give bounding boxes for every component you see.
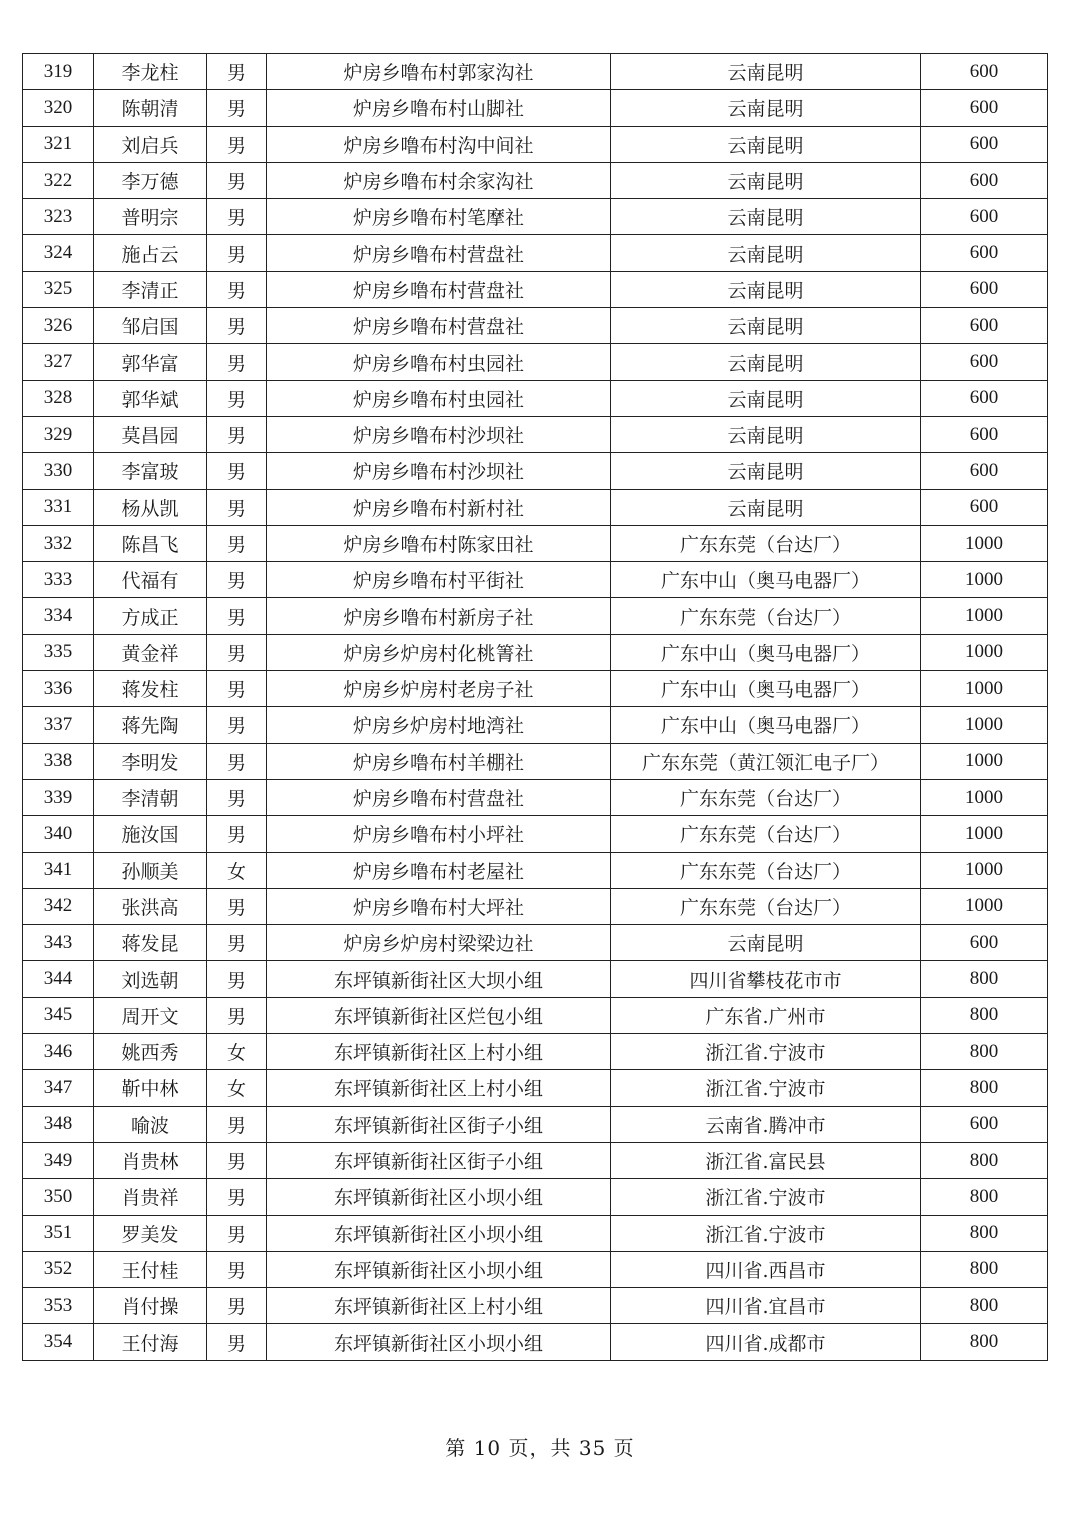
cell-amount: 600 — [921, 271, 1048, 307]
cell-number: 324 — [23, 235, 94, 271]
cell-number: 327 — [23, 344, 94, 380]
table-row — [23, 707, 1048, 743]
cell-number: 333 — [23, 562, 94, 598]
cell-gender: 男 — [207, 525, 267, 561]
cell-gender: 男 — [207, 1106, 267, 1142]
cell-gender: 男 — [207, 126, 267, 162]
table-row — [23, 1215, 1048, 1251]
cell-workplace: 云南昆明 — [611, 925, 921, 961]
table-row — [23, 634, 1048, 670]
cell-number: 335 — [23, 634, 94, 670]
cell-address: 炉房乡噜布村大坪社 — [267, 888, 611, 924]
cell-address: 东坪镇新街社区街子小组 — [267, 1142, 611, 1178]
cell-workplace: 广东东莞（台达厂） — [611, 888, 921, 924]
cell-address: 炉房乡噜布村新村社 — [267, 489, 611, 525]
cell-amount: 1000 — [921, 707, 1048, 743]
cell-address: 炉房乡噜布村小坪社 — [267, 816, 611, 852]
cell-gender: 男 — [207, 380, 267, 416]
table-row — [23, 598, 1048, 634]
cell-amount: 1000 — [921, 562, 1048, 598]
cell-name: 罗美发 — [94, 1215, 207, 1251]
cell-gender: 男 — [207, 925, 267, 961]
table-row — [23, 199, 1048, 235]
cell-address: 炉房乡噜布村笔摩社 — [267, 199, 611, 235]
cell-name: 陈朝清 — [94, 90, 207, 126]
cell-workplace: 广东中山（奥马电器厂） — [611, 707, 921, 743]
cell-amount: 600 — [921, 1106, 1048, 1142]
table-row — [23, 852, 1048, 888]
cell-name: 刘启兵 — [94, 126, 207, 162]
cell-amount: 1000 — [921, 743, 1048, 779]
cell-name: 蒋发昆 — [94, 925, 207, 961]
cell-amount: 600 — [921, 90, 1048, 126]
cell-address: 炉房乡噜布村平街社 — [267, 562, 611, 598]
cell-workplace: 云南昆明 — [611, 54, 921, 90]
cell-amount: 600 — [921, 489, 1048, 525]
cell-number: 352 — [23, 1251, 94, 1287]
cell-workplace: 云南昆明 — [611, 416, 921, 452]
table-row — [23, 1070, 1048, 1106]
cell-gender: 男 — [207, 743, 267, 779]
cell-gender: 男 — [207, 453, 267, 489]
cell-address: 炉房乡噜布村沟中间社 — [267, 126, 611, 162]
cell-gender: 男 — [207, 489, 267, 525]
cell-gender: 男 — [207, 634, 267, 670]
cell-name: 蒋发柱 — [94, 671, 207, 707]
cell-number: 325 — [23, 271, 94, 307]
cell-number: 354 — [23, 1324, 94, 1360]
cell-workplace: 云南昆明 — [611, 162, 921, 198]
cell-workplace: 云南昆明 — [611, 90, 921, 126]
cell-amount: 1000 — [921, 852, 1048, 888]
cell-address: 东坪镇新街社区大坝小组 — [267, 961, 611, 997]
table-row — [23, 235, 1048, 271]
cell-amount: 600 — [921, 416, 1048, 452]
cell-workplace: 浙江省.宁波市 — [611, 1034, 921, 1070]
cell-amount: 600 — [921, 380, 1048, 416]
cell-workplace: 广东东莞（台达厂） — [611, 779, 921, 815]
cell-amount: 1000 — [921, 671, 1048, 707]
cell-gender: 男 — [207, 344, 267, 380]
cell-workplace: 广东东莞（台达厂） — [611, 525, 921, 561]
cell-address: 炉房乡噜布村新房子社 — [267, 598, 611, 634]
cell-gender: 男 — [207, 162, 267, 198]
cell-gender: 男 — [207, 1142, 267, 1178]
cell-amount: 800 — [921, 1288, 1048, 1324]
cell-name: 陈昌飞 — [94, 525, 207, 561]
cell-amount: 800 — [921, 1324, 1048, 1360]
cell-amount: 600 — [921, 54, 1048, 90]
cell-address: 东坪镇新街社区上村小组 — [267, 1034, 611, 1070]
cell-number: 343 — [23, 925, 94, 961]
cell-workplace: 云南昆明 — [611, 380, 921, 416]
cell-address: 炉房乡噜布村营盘社 — [267, 779, 611, 815]
cell-address: 炉房乡噜布村郭家沟社 — [267, 54, 611, 90]
cell-workplace: 广东中山（奥马电器厂） — [611, 671, 921, 707]
cell-gender: 男 — [207, 997, 267, 1033]
cell-number: 348 — [23, 1106, 94, 1142]
cell-workplace: 云南昆明 — [611, 235, 921, 271]
cell-workplace: 广东中山（奥马电器厂） — [611, 634, 921, 670]
cell-gender: 男 — [207, 235, 267, 271]
cell-number: 346 — [23, 1034, 94, 1070]
cell-gender: 男 — [207, 271, 267, 307]
cell-number: 350 — [23, 1179, 94, 1215]
cell-amount: 600 — [921, 162, 1048, 198]
cell-address: 东坪镇新街社区烂包小组 — [267, 997, 611, 1033]
cell-name: 李富玻 — [94, 453, 207, 489]
table-row — [23, 743, 1048, 779]
cell-address: 炉房乡噜布村虫园社 — [267, 344, 611, 380]
cell-workplace: 四川省.宜昌市 — [611, 1288, 921, 1324]
cell-workplace: 云南昆明 — [611, 489, 921, 525]
cell-gender: 女 — [207, 1034, 267, 1070]
cell-gender: 男 — [207, 671, 267, 707]
cell-number: 323 — [23, 199, 94, 235]
cell-number: 328 — [23, 380, 94, 416]
cell-workplace: 浙江省.宁波市 — [611, 1070, 921, 1106]
cell-number: 338 — [23, 743, 94, 779]
cell-name: 蒋先陶 — [94, 707, 207, 743]
table-row — [23, 925, 1048, 961]
table-row — [23, 888, 1048, 924]
cell-address: 炉房乡噜布村沙坝社 — [267, 416, 611, 452]
cell-workplace: 广东中山（奥马电器厂） — [611, 562, 921, 598]
cell-number: 330 — [23, 453, 94, 489]
cell-amount: 600 — [921, 308, 1048, 344]
cell-amount: 600 — [921, 235, 1048, 271]
cell-address: 东坪镇新街社区小坝小组 — [267, 1215, 611, 1251]
table-row — [23, 525, 1048, 561]
table-row — [23, 997, 1048, 1033]
cell-name: 肖贵祥 — [94, 1179, 207, 1215]
table-row — [23, 779, 1048, 815]
table-row — [23, 489, 1048, 525]
table-row — [23, 380, 1048, 416]
cell-name: 周开文 — [94, 997, 207, 1033]
cell-workplace: 云南昆明 — [611, 453, 921, 489]
cell-number: 353 — [23, 1288, 94, 1324]
cell-name: 肖贵林 — [94, 1142, 207, 1178]
cell-address: 炉房乡噜布村羊棚社 — [267, 743, 611, 779]
cell-amount: 600 — [921, 925, 1048, 961]
cell-gender: 男 — [207, 779, 267, 815]
cell-amount: 800 — [921, 1251, 1048, 1287]
cell-workplace: 四川省攀枝花市市 — [611, 961, 921, 997]
cell-name: 普明宗 — [94, 199, 207, 235]
cell-name: 王付海 — [94, 1324, 207, 1360]
cell-gender: 男 — [207, 598, 267, 634]
cell-name: 靳中林 — [94, 1070, 207, 1106]
cell-name: 杨从凯 — [94, 489, 207, 525]
cell-address: 炉房乡噜布村营盘社 — [267, 271, 611, 307]
cell-gender: 女 — [207, 852, 267, 888]
cell-gender: 男 — [207, 562, 267, 598]
cell-workplace: 四川省.成都市 — [611, 1324, 921, 1360]
cell-amount: 1000 — [921, 525, 1048, 561]
cell-workplace: 广东东莞（黄江领汇电子厂） — [611, 743, 921, 779]
page-footer: 第 10 页，共 35 页 — [445, 1436, 635, 1460]
cell-address: 炉房乡噜布村余家沟社 — [267, 162, 611, 198]
cell-gender: 男 — [207, 816, 267, 852]
cell-name: 施汝国 — [94, 816, 207, 852]
cell-address: 炉房乡噜布村山脚社 — [267, 90, 611, 126]
cell-workplace: 广东东莞（台达厂） — [611, 598, 921, 634]
table-row — [23, 416, 1048, 452]
table-row — [23, 961, 1048, 997]
cell-address: 东坪镇新街社区小坝小组 — [267, 1251, 611, 1287]
table-row — [23, 1324, 1048, 1360]
table-row — [23, 126, 1048, 162]
table-row — [23, 54, 1048, 90]
table-row — [23, 162, 1048, 198]
cell-gender: 男 — [207, 90, 267, 126]
cell-name: 孙顺美 — [94, 852, 207, 888]
cell-name: 施占云 — [94, 235, 207, 271]
cell-workplace: 四川省.西昌市 — [611, 1251, 921, 1287]
cell-workplace: 云南昆明 — [611, 344, 921, 380]
cell-amount: 800 — [921, 1034, 1048, 1070]
cell-name: 方成正 — [94, 598, 207, 634]
cell-name: 李清正 — [94, 271, 207, 307]
cell-address: 东坪镇新街社区街子小组 — [267, 1106, 611, 1142]
cell-amount: 600 — [921, 126, 1048, 162]
cell-address: 东坪镇新街社区上村小组 — [267, 1288, 611, 1324]
cell-address: 炉房乡噜布村陈家田社 — [267, 525, 611, 561]
cell-number: 320 — [23, 90, 94, 126]
cell-amount: 600 — [921, 199, 1048, 235]
cell-address: 炉房乡噜布村虫园社 — [267, 380, 611, 416]
cell-workplace: 云南省.腾冲市 — [611, 1106, 921, 1142]
cell-address: 炉房乡噜布村营盘社 — [267, 308, 611, 344]
cell-number: 345 — [23, 997, 94, 1033]
cell-gender: 男 — [207, 199, 267, 235]
cell-name: 李明发 — [94, 743, 207, 779]
cell-gender: 男 — [207, 416, 267, 452]
cell-workplace: 广东省.广州市 — [611, 997, 921, 1033]
table-row — [23, 453, 1048, 489]
table-row — [23, 1142, 1048, 1178]
table-row — [23, 1106, 1048, 1142]
cell-name: 郭华斌 — [94, 380, 207, 416]
cell-address: 炉房乡炉房村化桃箐社 — [267, 634, 611, 670]
cell-gender: 男 — [207, 707, 267, 743]
cell-workplace: 浙江省.富民县 — [611, 1142, 921, 1178]
cell-name: 喻波 — [94, 1106, 207, 1142]
cell-amount: 1000 — [921, 634, 1048, 670]
cell-name: 张洪高 — [94, 888, 207, 924]
cell-number: 332 — [23, 525, 94, 561]
cell-name: 王付桂 — [94, 1251, 207, 1287]
cell-workplace: 云南昆明 — [611, 271, 921, 307]
table-row — [23, 1251, 1048, 1287]
cell-gender: 男 — [207, 1251, 267, 1287]
cell-amount: 1000 — [921, 888, 1048, 924]
cell-name: 姚西秀 — [94, 1034, 207, 1070]
cell-amount: 1000 — [921, 779, 1048, 815]
roster-table-body — [23, 54, 1048, 1361]
cell-name: 莫昌园 — [94, 416, 207, 452]
cell-number: 340 — [23, 816, 94, 852]
cell-gender: 男 — [207, 54, 267, 90]
cell-number: 331 — [23, 489, 94, 525]
cell-workplace: 广东东莞（台达厂） — [611, 816, 921, 852]
cell-amount: 800 — [921, 1142, 1048, 1178]
cell-workplace: 云南昆明 — [611, 126, 921, 162]
cell-workplace: 浙江省.宁波市 — [611, 1179, 921, 1215]
cell-amount: 800 — [921, 1215, 1048, 1251]
cell-workplace: 广东东莞（台达厂） — [611, 852, 921, 888]
cell-address: 炉房乡噜布村营盘社 — [267, 235, 611, 271]
cell-gender: 男 — [207, 1288, 267, 1324]
cell-address: 炉房乡噜布村沙坝社 — [267, 453, 611, 489]
cell-name: 刘选朝 — [94, 961, 207, 997]
cell-number: 342 — [23, 888, 94, 924]
cell-workplace: 云南昆明 — [611, 199, 921, 235]
table-row — [23, 1034, 1048, 1070]
cell-address: 东坪镇新街社区小坝小组 — [267, 1179, 611, 1215]
cell-name: 李万德 — [94, 162, 207, 198]
cell-amount: 800 — [921, 961, 1048, 997]
cell-amount: 800 — [921, 1179, 1048, 1215]
cell-number: 334 — [23, 598, 94, 634]
cell-name: 李龙柱 — [94, 54, 207, 90]
cell-number: 322 — [23, 162, 94, 198]
cell-number: 347 — [23, 1070, 94, 1106]
cell-gender: 男 — [207, 1324, 267, 1360]
cell-name: 李清朝 — [94, 779, 207, 815]
cell-name: 黄金祥 — [94, 634, 207, 670]
cell-gender: 女 — [207, 1070, 267, 1106]
cell-gender: 男 — [207, 1215, 267, 1251]
cell-workplace: 浙江省.宁波市 — [611, 1215, 921, 1251]
cell-amount: 800 — [921, 997, 1048, 1033]
cell-address: 炉房乡炉房村地湾社 — [267, 707, 611, 743]
cell-gender: 男 — [207, 1179, 267, 1215]
table-row — [23, 344, 1048, 380]
cell-amount: 600 — [921, 453, 1048, 489]
cell-name: 郭华富 — [94, 344, 207, 380]
cell-number: 339 — [23, 779, 94, 815]
cell-amount: 1000 — [921, 598, 1048, 634]
table-row — [23, 1288, 1048, 1324]
cell-gender: 男 — [207, 308, 267, 344]
cell-address: 东坪镇新街社区上村小组 — [267, 1070, 611, 1106]
cell-number: 337 — [23, 707, 94, 743]
cell-number: 336 — [23, 671, 94, 707]
table-row — [23, 90, 1048, 126]
cell-address: 炉房乡噜布村老屋社 — [267, 852, 611, 888]
cell-name: 邹启国 — [94, 308, 207, 344]
table-row — [23, 1179, 1048, 1215]
cell-address: 炉房乡炉房村老房子社 — [267, 671, 611, 707]
table-row — [23, 308, 1048, 344]
cell-number: 349 — [23, 1142, 94, 1178]
cell-name: 肖付操 — [94, 1288, 207, 1324]
cell-amount: 600 — [921, 344, 1048, 380]
table-row — [23, 816, 1048, 852]
cell-amount: 1000 — [921, 816, 1048, 852]
cell-address: 东坪镇新街社区小坝小组 — [267, 1324, 611, 1360]
cell-number: 351 — [23, 1215, 94, 1251]
cell-gender: 男 — [207, 961, 267, 997]
cell-name: 代福有 — [94, 562, 207, 598]
cell-number: 341 — [23, 852, 94, 888]
cell-number: 344 — [23, 961, 94, 997]
cell-amount: 800 — [921, 1070, 1048, 1106]
table-row — [23, 271, 1048, 307]
cell-number: 329 — [23, 416, 94, 452]
cell-gender: 男 — [207, 888, 267, 924]
roster-table — [22, 53, 1048, 1361]
cell-number: 321 — [23, 126, 94, 162]
cell-number: 326 — [23, 308, 94, 344]
cell-address: 炉房乡炉房村梁梁边社 — [267, 925, 611, 961]
cell-number: 319 — [23, 54, 94, 90]
table-row — [23, 562, 1048, 598]
table-row — [23, 671, 1048, 707]
cell-workplace: 云南昆明 — [611, 308, 921, 344]
